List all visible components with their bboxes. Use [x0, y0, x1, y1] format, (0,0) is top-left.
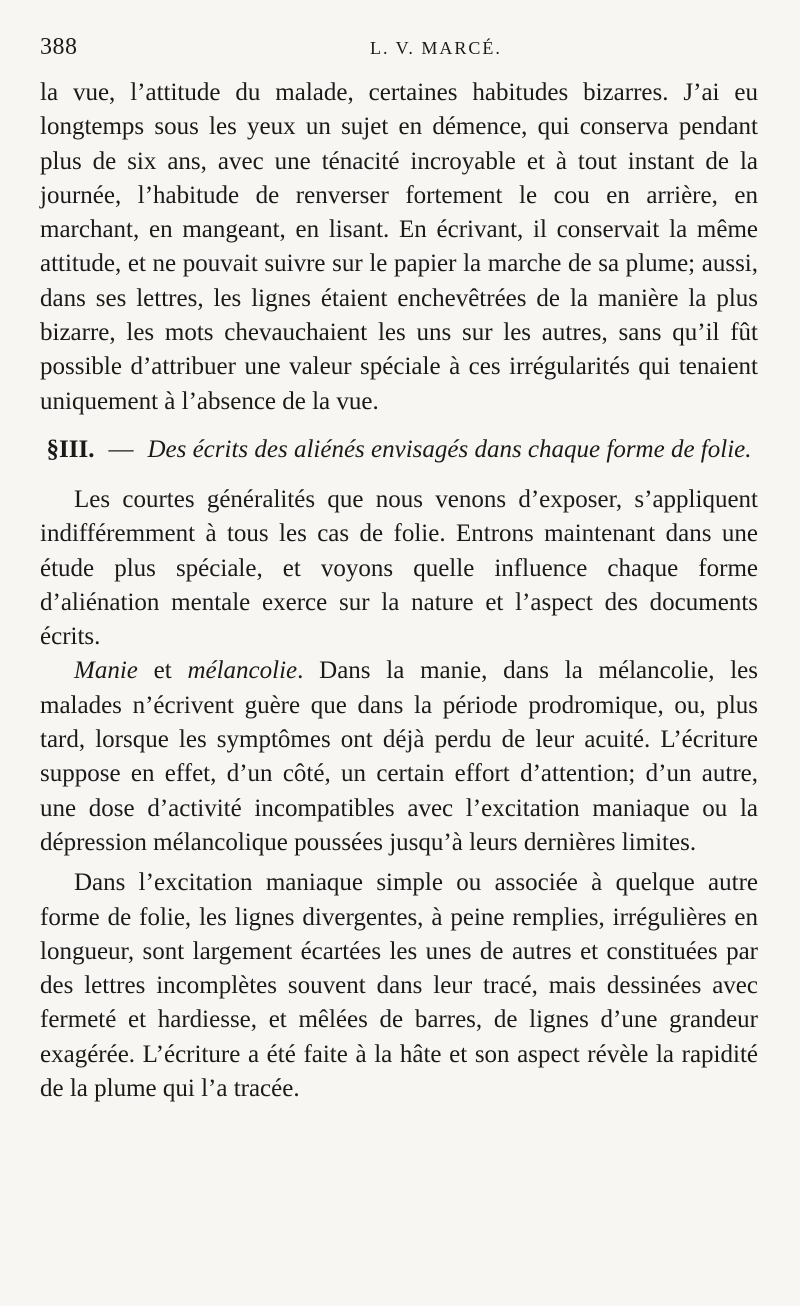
paragraph-3	[40, 654, 758, 860]
paragraph-3-lead-manie: Manie	[74, 657, 138, 685]
page-header	[40, 34, 760, 70]
running-head: L. V. MARCÉ.	[370, 38, 502, 58]
section-number: §III.	[46, 435, 95, 463]
page-body	[40, 76, 758, 1106]
paragraph-3-lead-melancolie: mélancolie	[187, 657, 298, 685]
section-heading	[40, 433, 758, 467]
page-number: 388	[40, 34, 78, 60]
paragraph-4: Dans l’excitation maniaque simple ou associée à quelque autre forme de folie, les lignes divergentes, à peine remplies, irrégulières en longueur, sont largement écartées les unes de autres et constituées par des lettres incomplètes souvent dans leur tracé, mais dessinées avec fermeté et hardiesse, et mêlées de barres, de lignes d’une grandeur exagérée. L’écriture a été faite à la hâte et son aspect révèle la rapidité de la plume qui l’a tracée.	[40, 869, 758, 1103]
section-title: Des écrits des aliénés envisagés dans chaque forme de folie.	[147, 435, 752, 463]
paragraph-2: Les courtes généralités que nous venons d’exposer, s’appliquent indifféremment à tous les cas de folie. Entrons maintenant dans une étude plus spéciale, et voyons quelle influence chaque forme d’aliénation mentale exerce sur la nature et l’aspect des documents écrits.	[40, 485, 758, 651]
paragraph-3-text: . Dans la manie, dans la mélancolie, les malades n’écrivent guère que dans la période prodromique, ou, plus tard, lorsque les symptômes ont déjà perdu de leur acuité. L’écriture suppose en effet, d’un côté, un certain effort d’attention; d’un autre, une dose d’activité incompatibles avec l’excitation maniaque ou la dépression mélancolique poussées jusqu’à leurs dernières limites.	[40, 657, 758, 856]
section-dash: —	[108, 435, 134, 463]
paragraph-1: la vue, l’attitude du malade, certaines habitudes bizarres. J’ai eu longtemps sous les yeux un sujet en démence, qui conserva pendant plus de six ans, avec une ténacité incroyable et à tout instant de la journée, l’habitude de renverser fortement le cou en arrière, en marchant, en mangeant, en lisant. En écrivant, il conservait la même attitude, et ne pouvait suivre sur le papier la marche de sa plume; aussi, dans ses lettres, les lignes étaient enchevêtrées de la manière la plus bizarre, les mots chevauchaient les uns sur les autres, sans qu’il fût possible d’attribuer une valeur spéciale à ces irrégularités qui tenaient uniquement à l’absence de la vue.	[40, 79, 758, 415]
paragraph-3-lead-conjunction: et	[137, 657, 188, 685]
